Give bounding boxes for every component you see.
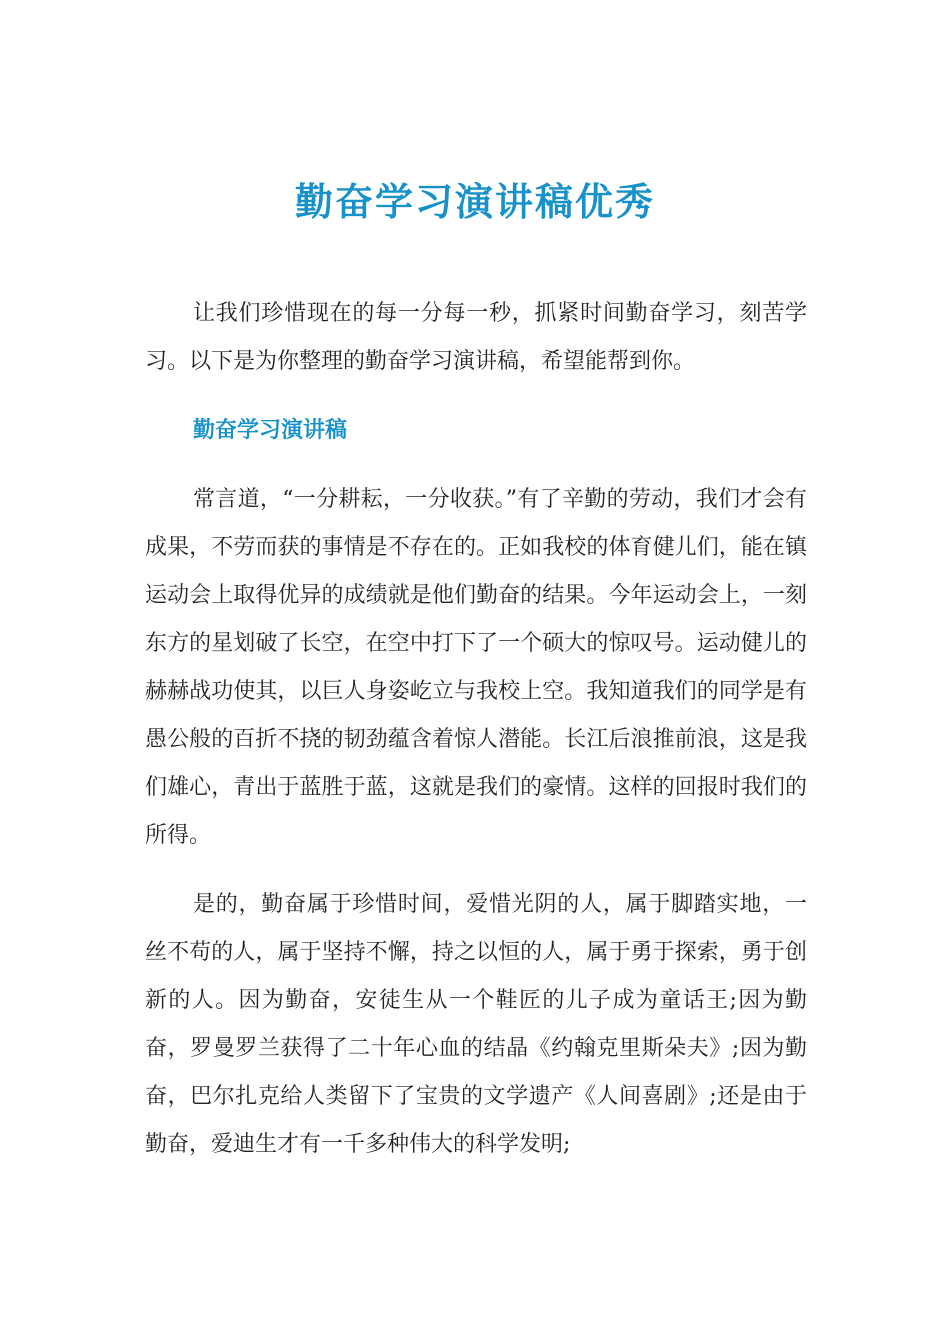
body-paragraph-2: 是的，勤奋属于珍惜时间，爱惜光阴的人，属于脚踏实地，一丝不苟的人，属于坚持不懈，持之以恒的人，属于勇于探索，勇于创新的人。因为勤奋，安徒生从一个鞋匠的儿子成为童话王;因为勤奋，罗曼罗兰获得了二十年心血的结晶《约翰克里斯朵夫》;因为勤奋，巴尔扎克给人类留下了宝贵的文学遗产《人间喜剧》;还是由于勤奋，爱迪生才有一千多种伟大的科学发明; <box>145 892 807 1157</box>
document-body <box>145 290 807 1169</box>
section-heading: 勤奋学习演讲稿 <box>193 418 348 443</box>
body-paragraph-1: 常言道，“一分耕耘，一分收获。”有了辛勤的劳动，我们才会有成果，不劳而获的事情是不存在的。正如我校的体育健儿们，能在镇运动会上取得优异的成绩就是他们勤奋的结果。今年运动会上，一刻东方的星划破了长空，在空中打下了一个硕大的惊叹号。运动健儿的赫赫战功使其，以巨人身姿屹立与我校上空。我知道我们的同学是有愚公般的百折不挠的韧劲蕴含着惊人潜能。长江后浪推前浪，这是我们雄心，青出于蓝胜于蓝，这就是我们的豪情。这样的回报时我们的所得。 <box>145 487 807 848</box>
document-title: 勤奋学习演讲稿优秀 <box>294 180 655 224</box>
intro-paragraph: 让我们珍惜现在的每一分每一秒，抓紧时间勤奋学习，刻苦学习。以下是为你整理的勤奋学习演讲稿，希望能帮到你。 <box>145 301 807 374</box>
